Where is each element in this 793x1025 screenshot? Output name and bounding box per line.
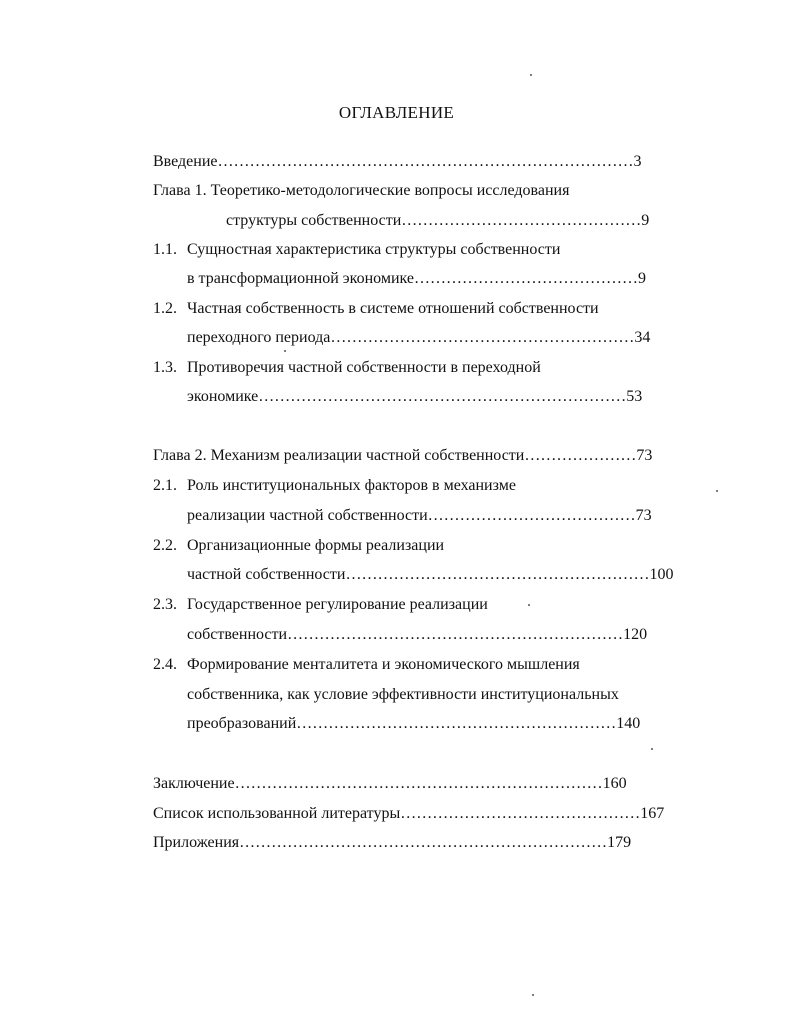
toc-leader: ……………………………………… — [400, 805, 641, 822]
toc-label: реализации частной собственности — [187, 507, 428, 524]
toc-page-number: 179 — [607, 834, 632, 851]
scan-speck — [716, 490, 718, 492]
toc-leader: …………………………………………………………… — [239, 834, 608, 851]
toc-section-2-4-cont-2[interactable] — [187, 714, 697, 734]
toc-entry-appendix[interactable] — [153, 833, 693, 853]
scan-speck — [530, 74, 532, 76]
toc-section-number: 2.1. — [153, 477, 177, 494]
toc-section-2-3[interactable] — [153, 595, 693, 615]
toc-label: Приложения — [153, 834, 240, 851]
toc-section-number: 1.2. — [153, 300, 177, 317]
scan-speck — [532, 994, 534, 996]
toc-page-number: 53 — [626, 388, 643, 405]
toc-section-2-3-cont[interactable] — [187, 625, 697, 645]
toc-label: Роль институциональных факторов в механизме — [187, 477, 516, 494]
toc-section-2-2[interactable] — [153, 536, 693, 556]
toc-page-number: 73 — [636, 447, 653, 464]
toc-label: Частная собственность в системе отношений собственности — [187, 300, 599, 317]
toc-page-number: 9 — [638, 270, 647, 287]
toc-page-number: 73 — [635, 507, 652, 524]
toc-section-number: 2.3. — [153, 596, 177, 613]
toc-section-2-1-cont[interactable] — [187, 506, 697, 526]
toc-section-1-2-cont[interactable] — [187, 328, 697, 348]
toc-section-1-3[interactable] — [153, 358, 693, 378]
toc-label: Заключение — [153, 775, 235, 792]
toc-section-1-3-cont[interactable] — [187, 387, 697, 407]
toc-leader: …………………………………………………………… — [234, 775, 603, 792]
toc-page-number: 160 — [602, 775, 627, 792]
toc-entry-references[interactable] — [153, 804, 693, 824]
toc-section-number: 1.1. — [153, 241, 177, 258]
toc-section-1-2[interactable] — [153, 299, 693, 319]
toc-leader: ……………………………………………………… — [287, 626, 624, 643]
scan-speck — [284, 350, 286, 352]
toc-page-number: 9 — [641, 212, 650, 229]
toc-label: переходного периода — [187, 329, 331, 346]
toc-label: Список использованной литературы — [153, 805, 401, 822]
toc-page-number: 100 — [649, 566, 674, 583]
toc-page-number: 120 — [623, 626, 648, 643]
toc-label: экономике — [187, 388, 259, 405]
toc-label: собственника, как условие эффективности институциональных — [187, 686, 619, 703]
toc-label: частной собственности — [187, 566, 346, 583]
toc-leader: …………………………………… — [414, 270, 639, 287]
toc-section-number: 2.2. — [153, 537, 177, 554]
toc-label: структуры собственности — [226, 212, 402, 229]
toc-section-2-4-cont[interactable] — [187, 685, 697, 705]
toc-leader: ………………… — [524, 447, 637, 464]
toc-page-number: 140 — [616, 715, 641, 732]
toc-label: Формирование менталитета и экономического мышления — [187, 656, 580, 673]
toc-leader: ………………………………………………… — [330, 329, 635, 346]
toc-leader: …………………………………………………………… — [258, 388, 627, 405]
toc-label: Глава 1. Теоретико-методологические вопросы исследования — [153, 182, 570, 199]
toc-label: собственности — [187, 626, 288, 643]
scan-speck — [528, 604, 530, 606]
toc-page-number: 167 — [640, 805, 665, 822]
toc-section-number: 1.3. — [153, 359, 177, 376]
toc-label: в трансформационной экономике — [187, 270, 415, 287]
toc-chapter-2-title[interactable] — [153, 446, 695, 466]
toc-section-1-1[interactable] — [153, 240, 693, 260]
toc-section-2-1[interactable] — [153, 476, 693, 496]
toc-section-number: 2.4. — [153, 656, 177, 673]
toc-entry-conclusion[interactable] — [153, 774, 693, 794]
toc-label: Введение — [153, 153, 218, 170]
toc-section-1-1-cont[interactable] — [187, 269, 697, 289]
toc-chapter-1-cont[interactable] — [226, 211, 696, 231]
toc-label: Глава 2. Механизм реализации частной собственности — [153, 447, 525, 464]
toc-label: Противоречия частной собственности в переходной — [187, 359, 541, 376]
toc-label: преобразований — [187, 715, 297, 732]
toc-leader: ………………………………… — [427, 507, 636, 524]
toc-leader: …………………………………………………… — [296, 715, 617, 732]
toc-leader: ………………………………………………… — [345, 566, 650, 583]
toc-label: Сущностная характеристика структуры собственности — [187, 241, 561, 258]
toc-leader: ……………………………………… — [401, 212, 642, 229]
toc-label: Организационные формы реализации — [187, 537, 445, 554]
toc-section-2-4[interactable] — [153, 655, 693, 675]
toc-page-number: 3 — [633, 153, 642, 170]
toc-label: Государственное регулирование реализации — [187, 596, 488, 613]
toc-chapter-1-title[interactable] — [153, 181, 693, 201]
scan-speck — [651, 748, 653, 750]
page-title: ОГЛАВЛЕНИЕ — [338, 103, 455, 122]
toc-entry-intro[interactable] — [153, 152, 695, 172]
toc-page-number: 34 — [634, 329, 651, 346]
toc-section-2-2-cont[interactable] — [187, 565, 707, 585]
toc-leader: …………………………………………………………………… — [217, 153, 634, 170]
